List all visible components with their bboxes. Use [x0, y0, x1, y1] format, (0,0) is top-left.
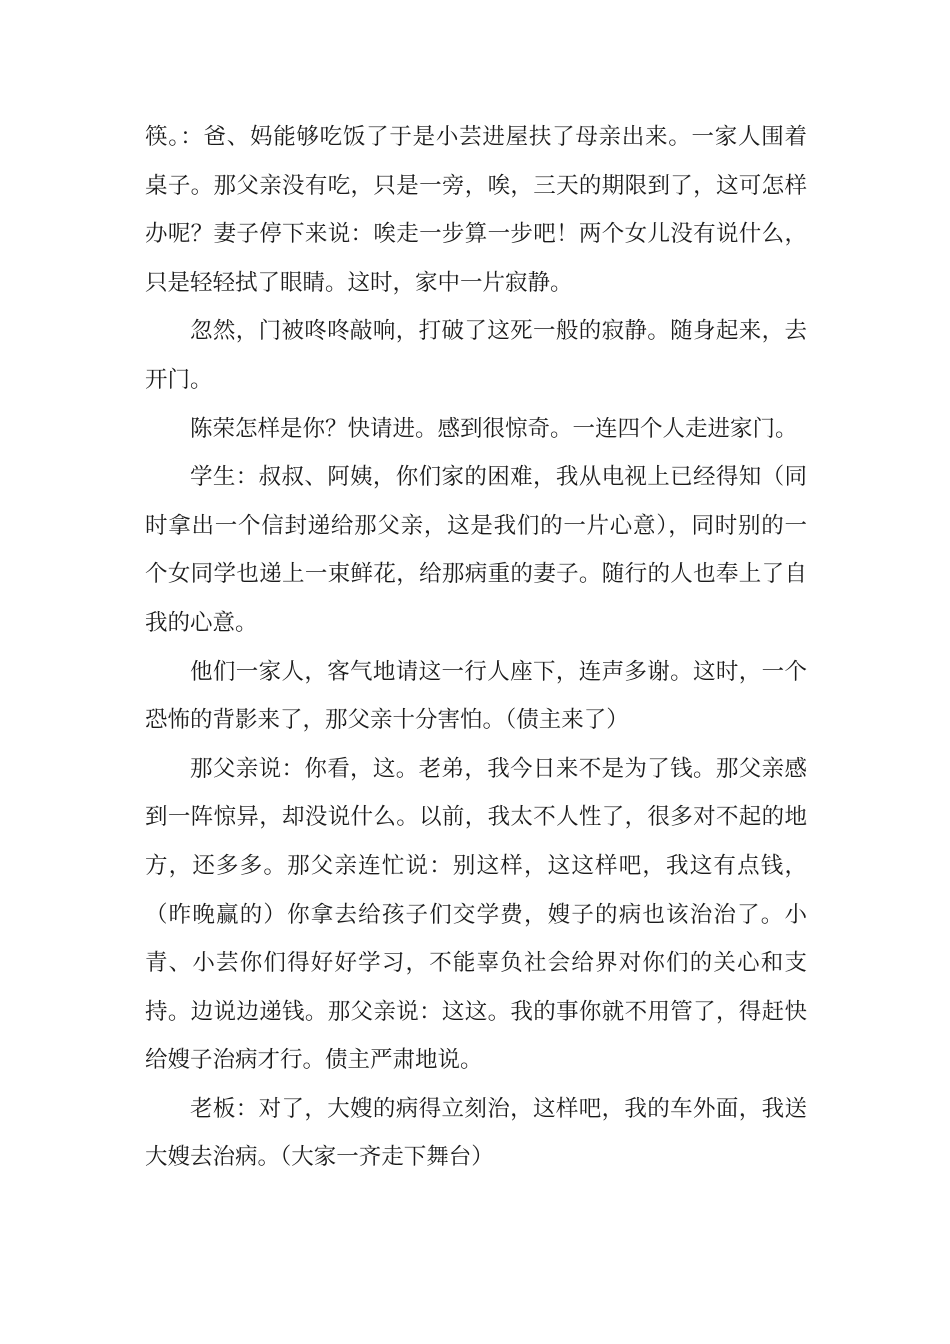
paragraph: 陈荣怎样是你？快请进。感到很惊奇。一连四个人走进家门。	[190, 415, 798, 442]
document-body	[145, 113, 807, 1182]
paragraph: 他们一家人，客气地请这一行人座下，连声多谢。这时，一个恐怖的背影来了，那父亲十分害怕。（债主来了）	[145, 658, 807, 734]
paragraph: 老板：对了，大嫂的病得立刻治，这样吧，我的车外面，我送大嫂去治病。（大家一齐走下舞台）	[145, 1095, 807, 1171]
paragraph: 忽然，门被咚咚敲响，打破了这死一般的寂静。随身起来，去开门。	[145, 318, 807, 393]
paragraph: 那父亲说：你看，这。老弟，我今日来不是为了钱。那父亲感到一阵惊异，却没说什么。以前，我太不人性了，很多对不起的地方，还多多。那父亲连忙说：别这样，这这样吧，我这有点钱，（昨晚赢的）你拿去给孩子们交学费，嫂子的病也该治治了。小青、小芸你们得好好学习，不能辜负社会给界对你们的关心和支持。边说边递钱。那父亲说：这这。我的事你就不用管了，得赶快给嫂子治病才行。债主严肃地说。	[145, 755, 807, 1074]
paragraph: 学生：叔叔、阿姨，你们家的困难，我从电视上已经得知（同时拿出一个信封递给那父亲，这是我们的一片心意），同时别的一个女同学也递上一束鲜花，给那病重的妻子。随行的人也奉上了自我的心意。	[145, 464, 807, 636]
paragraph-continued: 筷。：爸、妈能够吃饭了于是小芸进屋扶了母亲出来。一家人围着桌子。那父亲没有吃，只是一旁，唉，三天的期限到了，这可怎样办呢？妻子停下来说：唉走一步算一步吧！两个女儿没有说什么，只是轻轻拭了眼睛。这时，家中一片寂静。	[145, 124, 807, 296]
